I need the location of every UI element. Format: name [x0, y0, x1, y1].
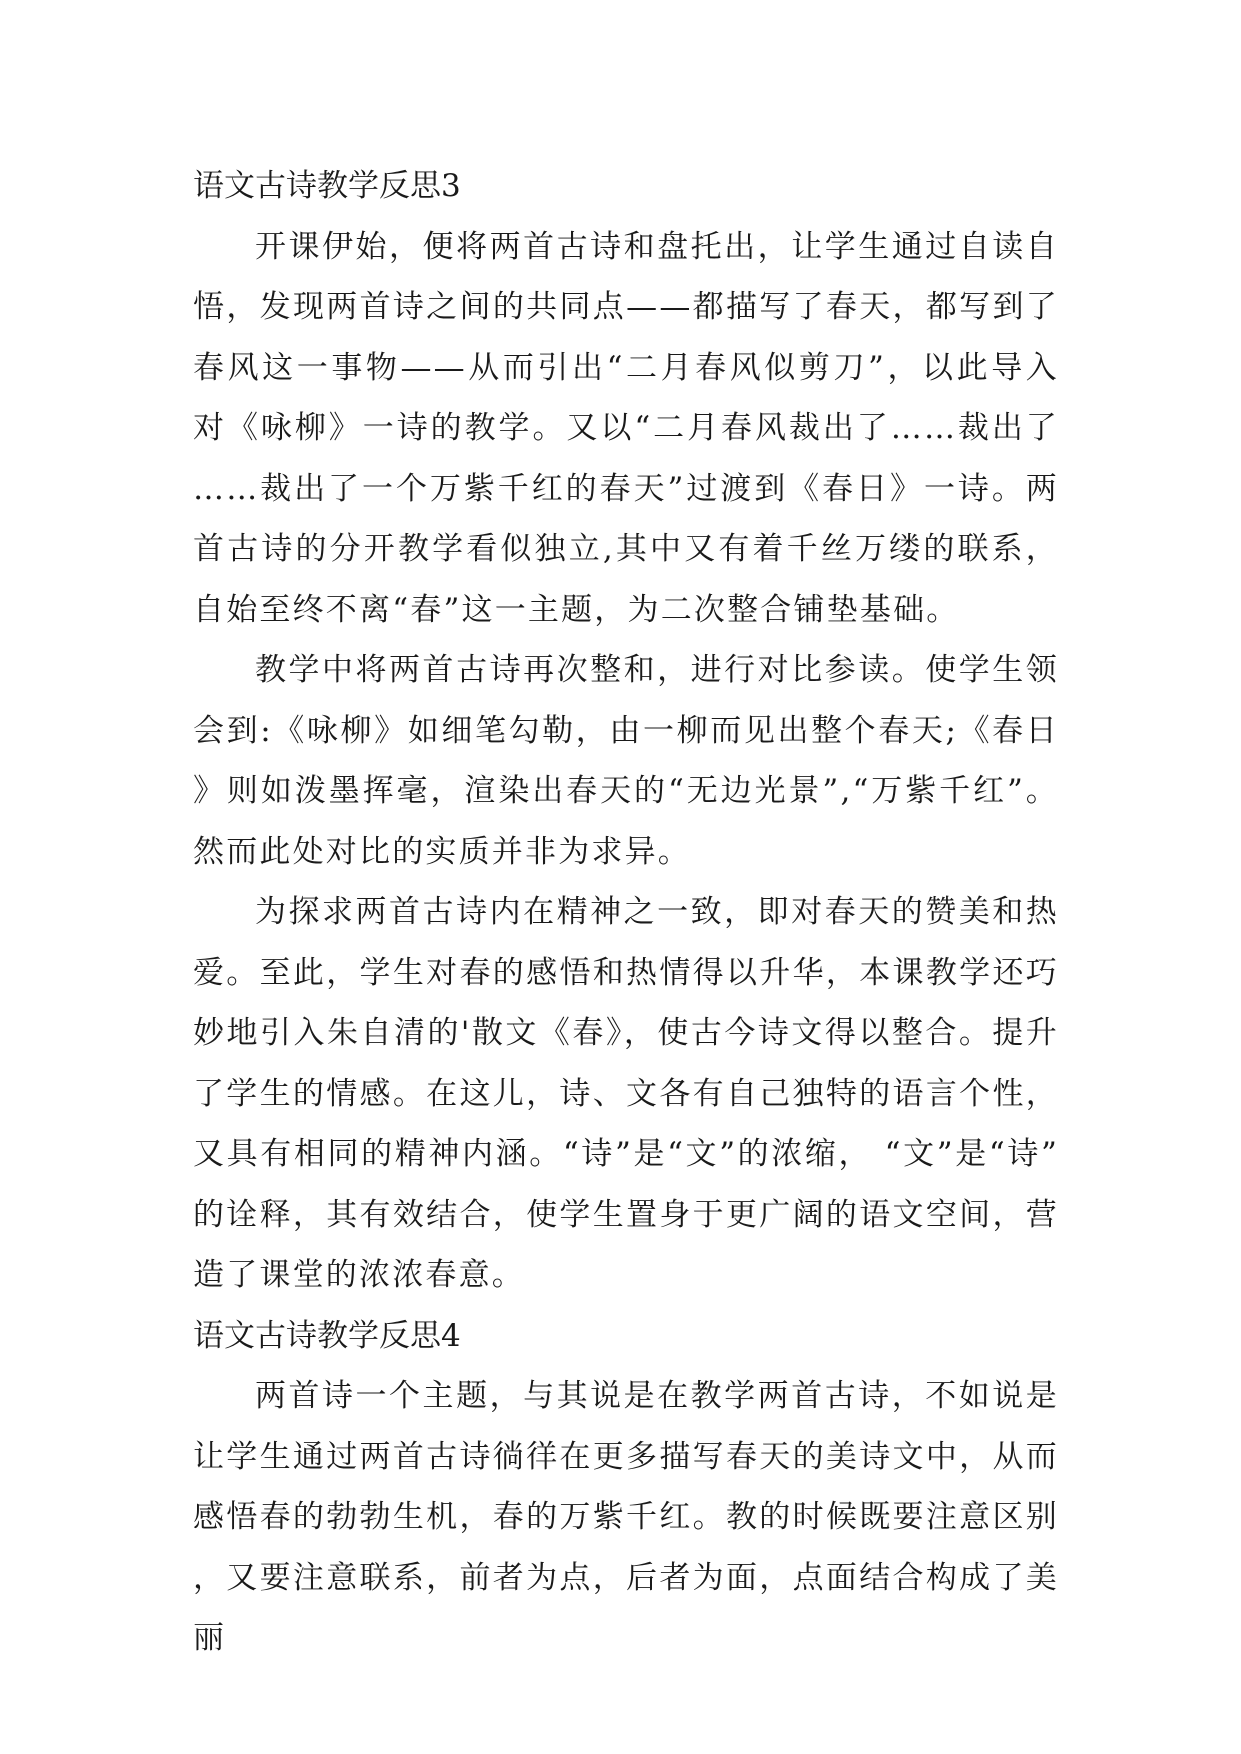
paragraph: 开课伊始，便将两首古诗和盘托出，让学生通过自读自悟，发现两首诗之间的共同点——都描写了春天，都写到了春风这一事物——从而引出“二月春风似剪刀”，以此导入对《咏柳》一诗的教学。又以“二月春风裁出了……裁出了……裁出了一个万紫千红的春天”过渡到《春日》一诗。两首古诗的分开教学看似独立,其中又有着千丝万缕的联系，自始至终不离“春”这一主题，为二次整合铺垫基础。 [193, 228, 1059, 628]
document-body [193, 156, 1059, 1669]
paragraph: 两首诗一个主题，与其说是在教学两首古诗，不如说是让学生通过两首古诗徜徉在更多描写春天的美诗文中，从而感悟春的勃勃生机，春的万紫千红。教的时候既要注意区别，又要注意联系，前者为点，后者为面，点面结合构成了美丽 [193, 1378, 1059, 1656]
paragraph: 教学中将两首古诗再次整和，进行对比参读。使学生领会到:《咏柳》如细笔勾勒，由一柳而见出整个春天;《春日》则如泼墨挥毫，渲染出春天的“无边光景”,“万紫千红”。然而此处对比的实质并非为求异。 [193, 652, 1059, 870]
section-heading: 语文古诗教学反思4 [193, 1317, 461, 1354]
paragraph: 为探求两首古诗内在精神之一致，即对春天的赞美和热爱。至此，学生对春的感悟和热情得以升华，本课教学还巧妙地引入朱自清的'散文《春》，使古今诗文得以整合。提升了学生的情感。在这儿，诗、文各有自己独特的语言个性，又具有相同的精神内涵。“诗”是“文”的浓缩， “文”是“诗”的诠释，其有效结合，使学生置身于更广阔的语文空间，营造了课堂的浓浓春意。 [193, 894, 1059, 1293]
section-heading: 语文古诗教学反思3 [193, 168, 461, 204]
